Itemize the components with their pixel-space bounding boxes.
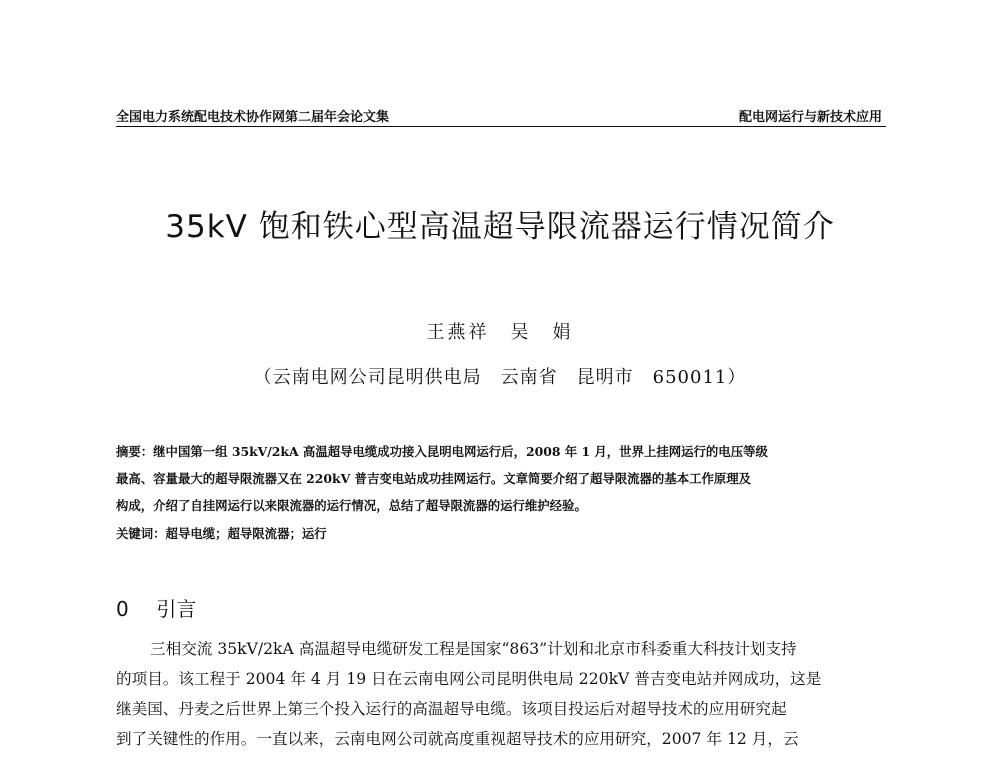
paragraph-line: 的项目。该工程于 2004 年 4 月 19 日在云南电网公司昆明供电局 220kV 普吉变电站并网成功，这是 (116, 670, 822, 688)
abstract-line: 摘要：继中国第一组 35kV/2kA 高温超导电缆成功接入昆明电网运行后，2008 年 1 月，世界上挂网运行的电压等级 (116, 444, 768, 459)
abstract-line: 构成，介绍了自挂网运行以来限流器的运行情况，总结了超导限流器的运行维护经验。 (116, 498, 587, 513)
section-heading (116, 593, 196, 622)
abstract-line: 最高、容量最大的超导限流器又在 220kV 普吉变电站成功挂网运行。文章简要介绍了超导限流器的基本工作原理及 (116, 471, 752, 486)
paragraph-line: 三相交流 35kV/2kA 高温超导电缆研发工程是国家“863”计划和北京市科委重大科技计划支持 (150, 640, 797, 658)
paragraph-line: 继美国、丹麦之后世界上第三个投入运行的高温超导电缆。该项目投运后对超导技术的应用研究起 (116, 700, 787, 718)
abstract (116, 438, 888, 519)
affiliation: （云南电网公司昆明供电局 云南省 昆明市 650011） (253, 367, 747, 388)
keywords: 关键词：超导电缆；超导限流器；运行 (116, 526, 327, 541)
section-category: 配电网运行与新技术应用 (738, 110, 882, 125)
running-header (116, 104, 886, 127)
authors: 王燕祥 吴 娟 (426, 322, 574, 343)
proceedings-title: 全国电力系统配电技术协作网第二届年会论文集 (116, 110, 390, 125)
body-paragraph (116, 634, 888, 754)
section-title: 引言 (156, 597, 197, 621)
paragraph-line: 到了关键性的作用。一直以来，云南电网公司就高度重视超导技术的应用研究，2007 年 12 月，云 (116, 730, 799, 748)
section-number: 0 (116, 597, 129, 621)
paper-title: 35kV 饱和铁心型高温超导限流器运行情况简介 (165, 209, 835, 245)
